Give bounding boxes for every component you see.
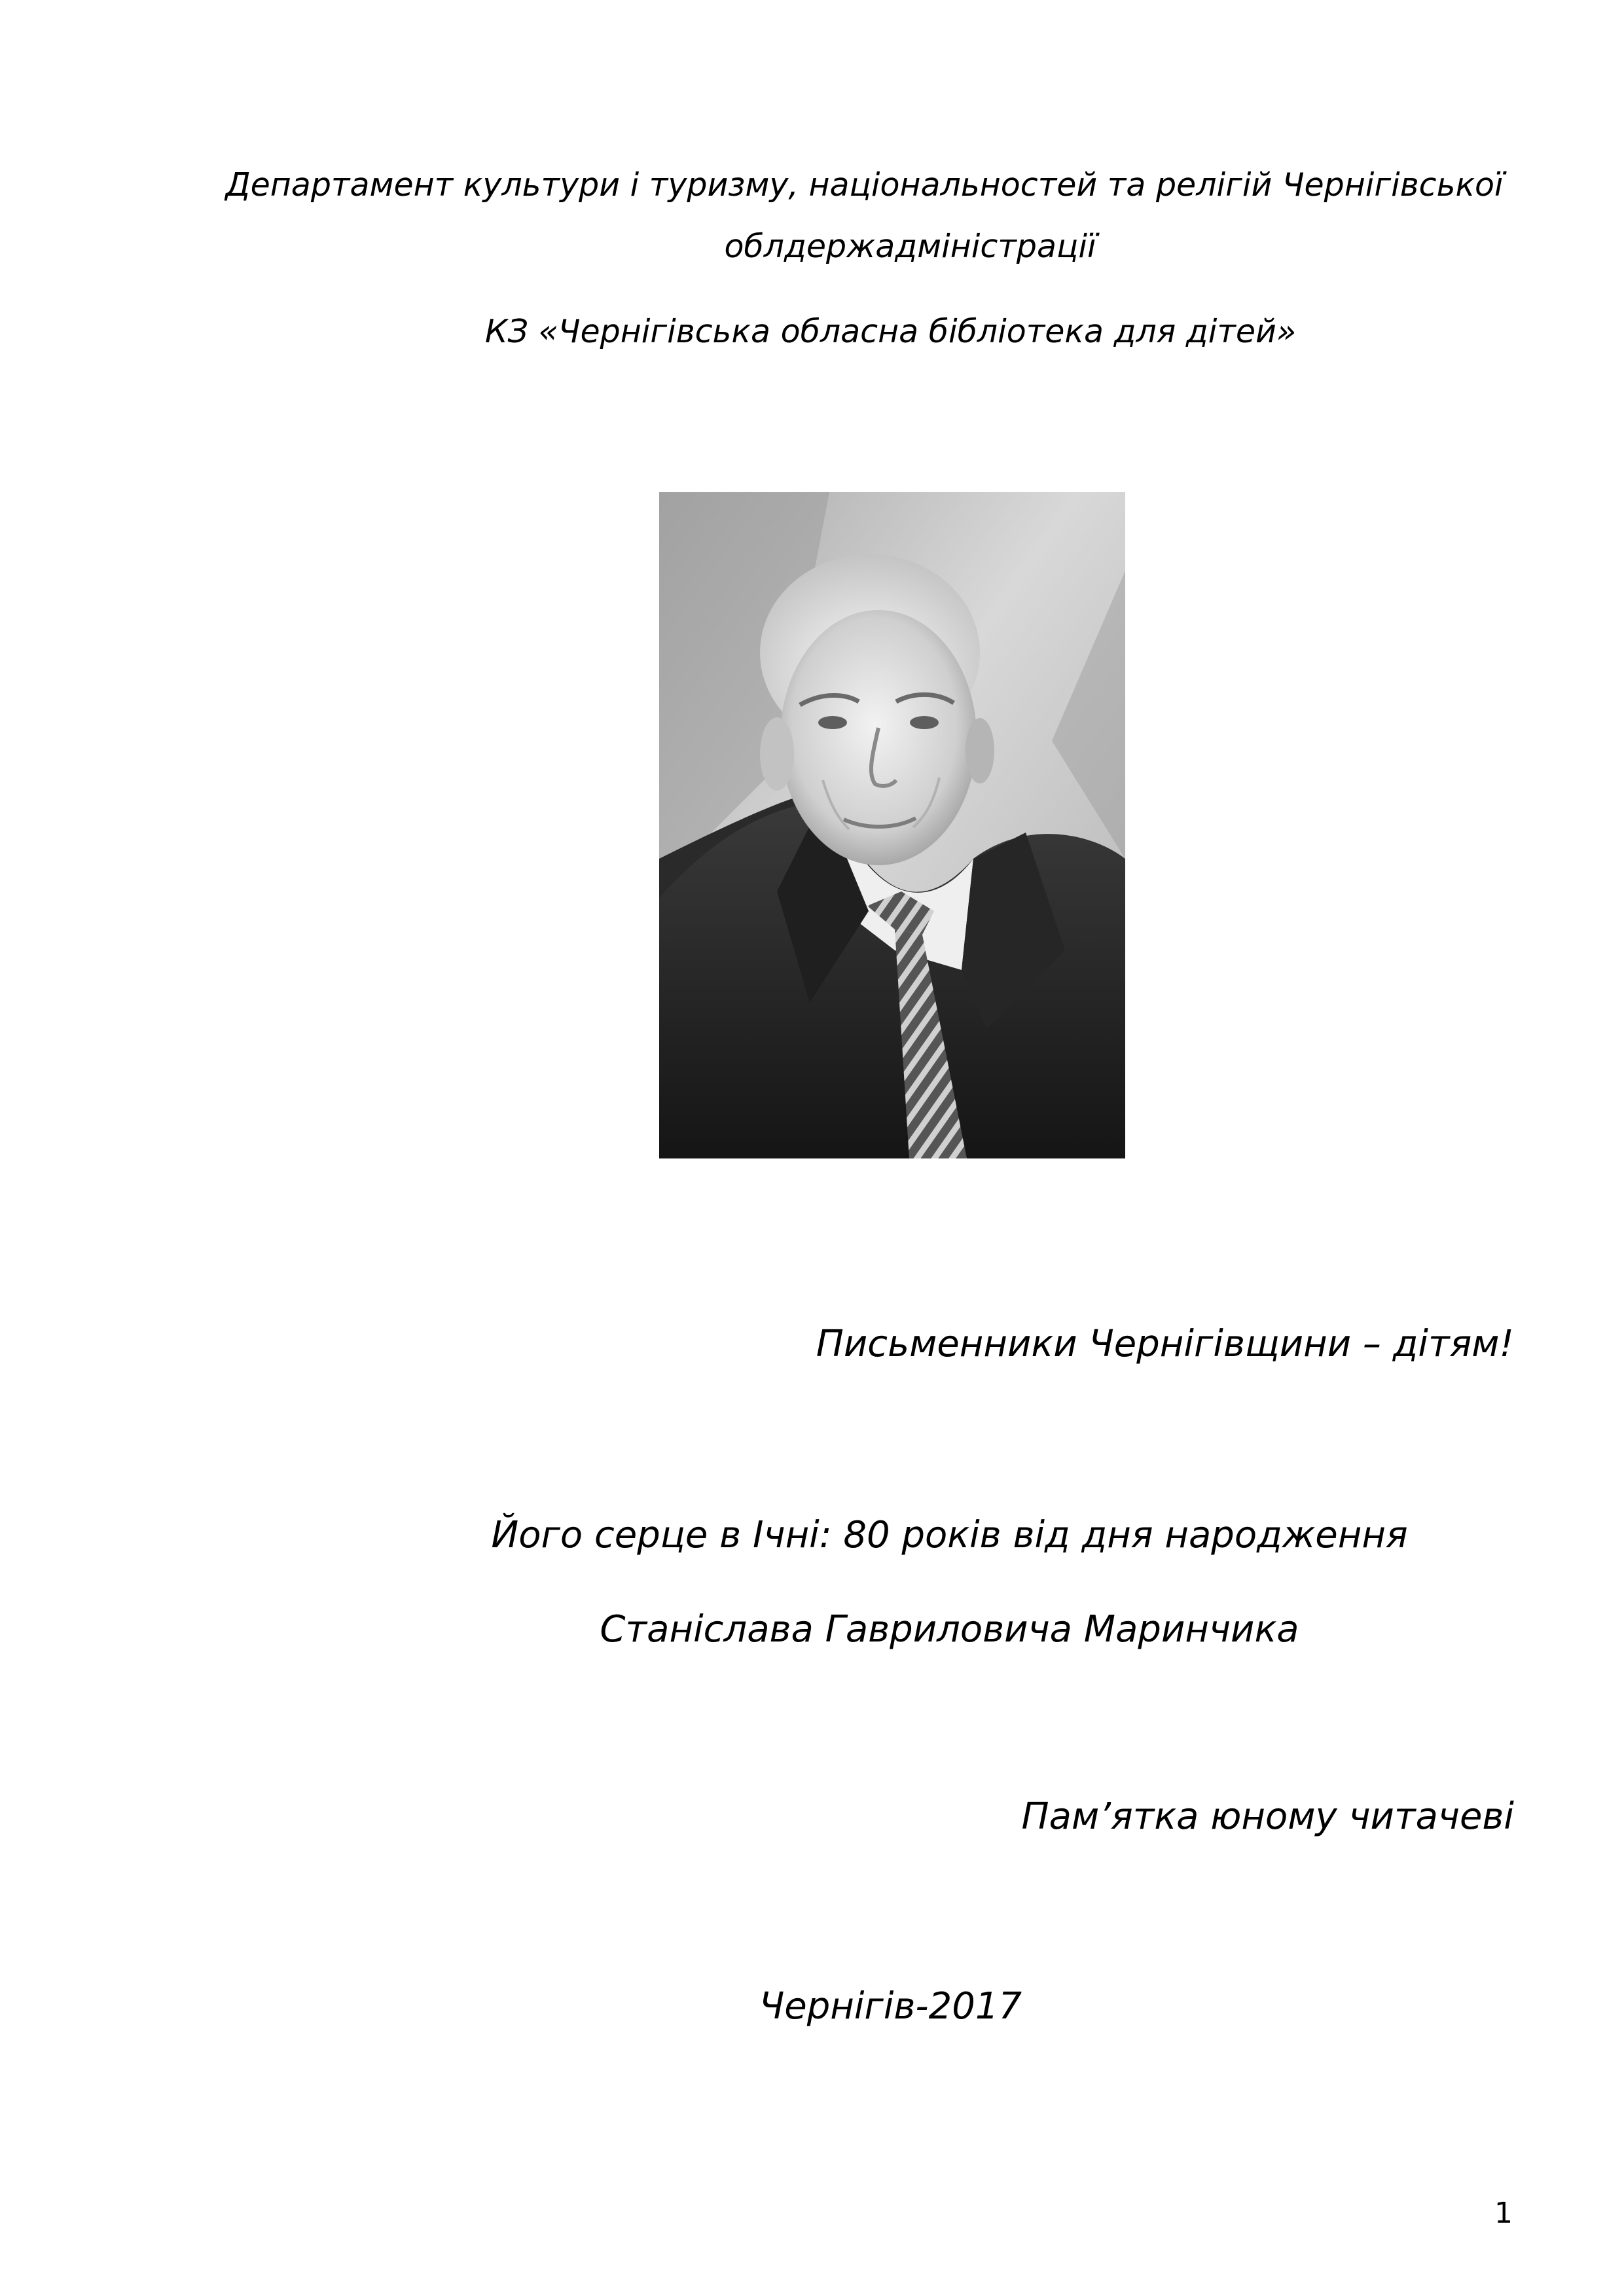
author-portrait	[659, 492, 1125, 1158]
portrait-image	[659, 492, 1125, 1158]
department-line-1: Департамент культури і туризму, національностей та релігій Чернігівської	[225, 166, 1504, 204]
department-line-2: облдержадміністрації	[724, 228, 1096, 265]
imprint: Чернігів-2017	[759, 1985, 1022, 2028]
subtitle: Пам’ятка юному читачеві	[1021, 1795, 1514, 1838]
title-line-1: Його серце в Ічні: 80 років від дня народження	[491, 1514, 1408, 1556]
library-name: КЗ «Чернігівська обласна бібліотека для дітей»	[484, 313, 1297, 350]
series-title: Письменники Чернігівщини – дітям!	[816, 1323, 1514, 1365]
page-number: 1	[1494, 2197, 1513, 2230]
title-line-2: Станіслава Гавриловича Маринчика	[600, 1608, 1299, 1651]
